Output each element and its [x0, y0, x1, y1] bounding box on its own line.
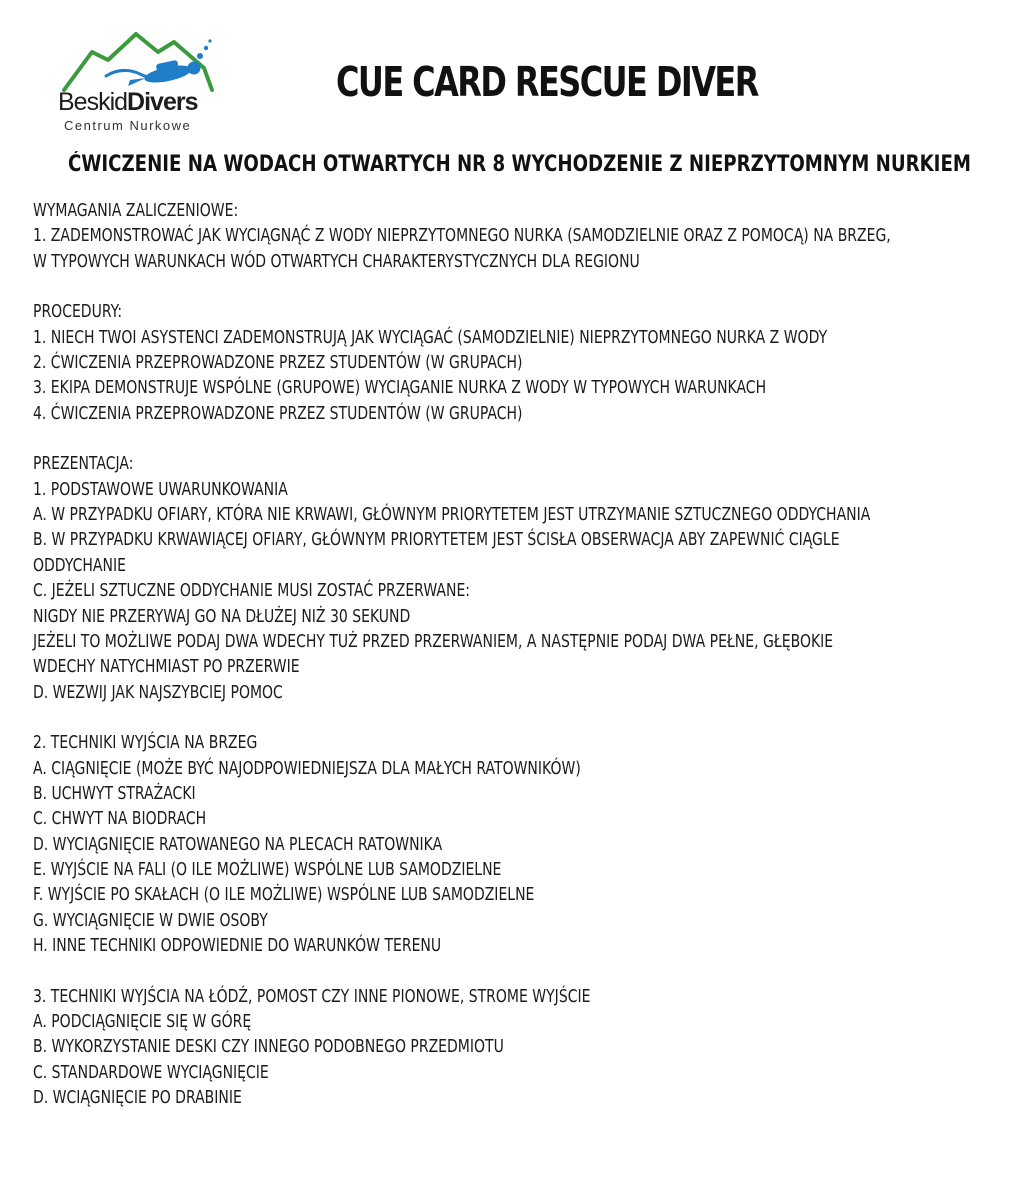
list-item: D. WEZWIJ JAK NAJSZYBCIEJ POMOC — [33, 682, 283, 703]
section-heading: PROCEDURY: — [33, 302, 123, 323]
list-item: H. INNE TECHNIKI ODPOWIEDNIE DO WARUNKÓW TERENU — [33, 935, 442, 956]
logo-brand-bold: Divers — [127, 88, 198, 116]
list-item: NIGDY NIE PRZERYWAJ GO NA DŁUŻEJ NIŻ 30 SEKUND — [33, 606, 411, 627]
requirements-section — [33, 199, 993, 275]
list-item: 2. ĆWICZENIA PRZEPROWADZONE PRZEZ STUDENTÓW (W GRUPACH) — [33, 353, 523, 374]
list-item: JEŻELI TO MOŻLIWE PODAJ DWA WDECHY TUŻ PRZED PRZERWANIEM, A NASTĘPNIE PODAJ DWA PEŁNE, GŁĘBOKIE — [33, 631, 834, 652]
procedures-section — [33, 300, 993, 427]
logo-tagline: Centrum Nurkowe — [64, 118, 192, 133]
list-item: E. WYJŚCIE NA FALI (O ILE MOŻLIWE) WSPÓLNE LUB SAMODZIELNE — [33, 859, 502, 880]
list-item: WDECHY NATYCHMIAST PO PRZERWIE — [33, 657, 300, 678]
exercise-subtitle: ĆWICZENIE NA WODACH OTWARTYCH NR 8 WYCHODZENIE Z NIEPRZYTOMNYM NURKIEM — [68, 152, 971, 177]
list-item: B. UCHWYT STRAŻACKI — [33, 783, 196, 804]
section-heading: PREZENTACJA: — [33, 454, 134, 475]
beskid-divers-logo — [56, 28, 226, 138]
list-item: D. WCIĄGNIĘCIE PO DRABINIE — [33, 1088, 242, 1109]
section-heading: 3. TECHNIKI WYJŚCIA NA ŁÓDŹ, POMOST CZY INNE PIONOWE, STROME WYJŚCIE — [33, 986, 591, 1007]
cue-card-content — [33, 199, 993, 1111]
list-item: C. STANDARDOWE WYCIĄGNIĘCIE — [33, 1062, 269, 1083]
list-item: D. WYCIĄGNIĘCIE RATOWANEGO NA PLECACH RATOWNIKA — [33, 834, 443, 855]
list-item: 1. NIECH TWOI ASYSTENCI ZADEMONSTRUJĄ JAK WYCIĄGAĆ (SAMODZIELNIE) NIEPRZYTOMNEGO NURKA Z WODY — [33, 327, 828, 348]
section-heading: WYMAGANIA ZALICZENIOWE: — [33, 201, 239, 221]
list-item: W TYPOWYCH WARUNKACH WÓD OTWARTYCH CHARAKTERYSTYCZNYCH DLA REGIONU — [33, 251, 640, 272]
list-item: A. PODCIĄGNIĘCIE SIĘ W GÓRĘ — [33, 1012, 252, 1032]
list-item: F. WYJŚCIE PO SKAŁACH (O ILE MOŻLIWE) WSPÓLNE LUB SAMODZIELNE — [33, 885, 535, 906]
list-item: A. CIĄGNIĘCIE (MOŻE BYĆ NAJODPOWIEDNIEJSZA DLA MAŁYCH RATOWNIKÓW) — [33, 758, 581, 779]
list-item: 3. EKIPA DEMONSTRUJE WSPÓLNE (GRUPOWE) WYCIĄGANIE NURKA Z WODY W TYPOWYCH WARUNKACH — [33, 378, 767, 399]
list-item: 1. PODSTAWOWE UWARUNKOWANIA — [33, 479, 288, 500]
list-item: B. WYKORZYSTANIE DESKI CZY INNEGO PODOBNEGO PRZEDMIOTU — [33, 1037, 504, 1058]
section-heading: 2. TECHNIKI WYJŚCIA NA BRZEG — [33, 733, 258, 754]
shore-exits-section — [33, 731, 993, 959]
spacer — [33, 275, 993, 300]
spacer — [33, 959, 993, 984]
presentation-section — [33, 452, 993, 705]
boat-exits-section — [33, 985, 993, 1112]
list-item: G. WYCIĄGNIĘCIE W DWIE OSOBY — [33, 910, 268, 931]
list-item: 1. ZADEMONSTROWAĆ JAK WYCIĄGNĄĆ Z WODY NIEPRZYTOMNEGO NURKA (SAMODZIELNIE ORAZ Z POMOCĄ) NA BRZEG, — [33, 226, 891, 247]
page-title: CUE CARD RESCUE DIVER — [336, 58, 758, 106]
list-item: B. W PRZYPADKU KRWAWIĄCEJ OFIARY, GŁÓWNYM PRIORYTETEM JEST ŚCISŁA OBSERWACJA ABY ZAPEWNIĆ CIĄGLE — [33, 530, 840, 551]
list-item: A. W PRZYPADKU OFIARY, KTÓRA NIE KRWAWI, GŁÓWNYM PRIORYTETEM JEST UTRZYMANIE SZTUCZNEGO ODDYCHANIA — [33, 505, 871, 526]
logo-brand-regular: Beskid — [58, 88, 128, 116]
spacer — [33, 706, 993, 731]
list-item: C. CHWYT NA BIODRACH — [33, 809, 207, 830]
list-item: 4. ĆWICZENIA PRZEPROWADZONE PRZEZ STUDENTÓW (W GRUPACH) — [33, 403, 523, 424]
spacer — [33, 427, 993, 452]
logo-wordmark — [58, 88, 198, 117]
list-item: C. JEŻELI SZTUCZNE ODDYCHANIE MUSI ZOSTAĆ PRZERWANE: — [33, 581, 471, 602]
list-item: ODDYCHANIE — [33, 555, 126, 576]
